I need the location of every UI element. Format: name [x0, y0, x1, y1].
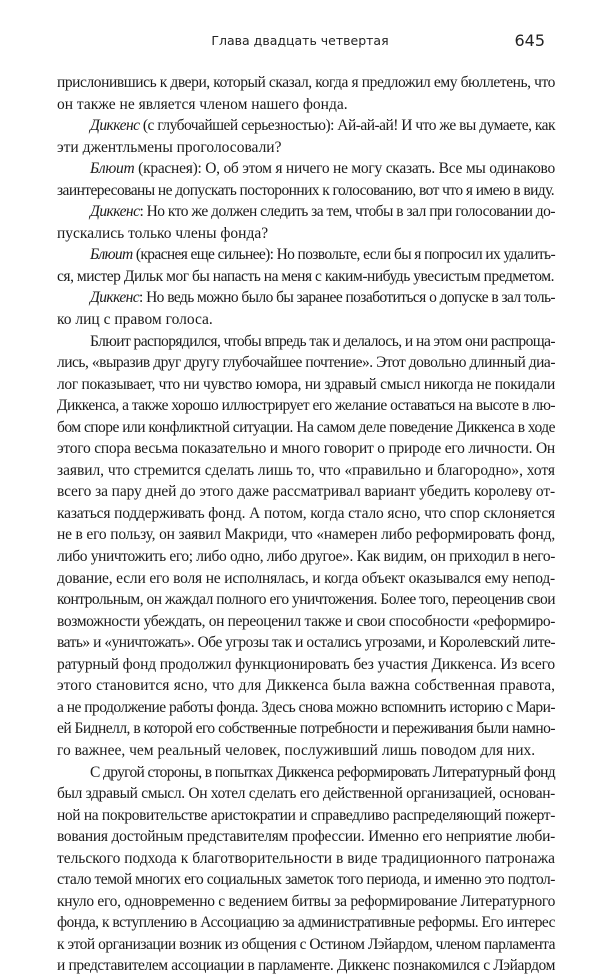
line-text: дование, если его воля не исполнялась, и когда объект оказывался ему непод-	[57, 569, 555, 587]
text-line	[57, 115, 555, 137]
speaker-name: Диккенс	[90, 289, 140, 307]
text-line	[57, 395, 555, 417]
line-text: заявил, что стремится сделать лишь то, что «правильно и благородно», хотя	[57, 461, 555, 479]
line-text: казаться поддерживать фонд. А потом, когда стало ясно, что спор склоняется	[57, 504, 555, 522]
running-title: Глава двадцать четвертая	[211, 33, 389, 48]
line-text: ей Биднелл, в которой его собственные потребности и переживания были намно-	[57, 720, 555, 738]
line-text: пускались только члены фонда?	[57, 224, 269, 242]
text-line	[57, 740, 555, 762]
text-line	[57, 223, 555, 245]
line-text: фонда, к вступлению в Ассоциацию за административные реформы. Его интерес	[57, 914, 555, 932]
text-line	[57, 266, 555, 288]
line-text: (краснея еще сильнее): Но позвольте, если бы я попросил их удалить-	[132, 246, 555, 264]
line-text: стало темой многих его социальных заметок того периода, и именно это подтол-	[57, 871, 555, 889]
text-line	[57, 891, 555, 913]
text-line	[57, 352, 555, 374]
text-line	[57, 417, 555, 439]
line-text: Диккенса, а также хорошо иллюстрирует его желание оставаться на высоте в лю-	[57, 397, 555, 415]
line-text: не в его пользу, он заявил Макриди, что «намерен либо реформировать фонд,	[57, 526, 555, 544]
text-line	[57, 675, 555, 697]
text-line	[57, 654, 555, 676]
text-line	[57, 244, 555, 266]
text-line	[57, 546, 555, 568]
text-line	[57, 912, 555, 934]
line-text: ной на покровительстве аристократии и справедливо распределяющий пожерт-	[57, 806, 555, 824]
line-text: ратурный фонд продолжил функционировать без участия Диккенса. Из всего	[57, 655, 555, 673]
text-line	[57, 438, 555, 460]
page-number: 645	[514, 31, 545, 50]
line-text: : Но кто же должен следить за тем, чтобы в зал при голосовании до-	[139, 203, 555, 221]
line-text: возможности убеждать, он переоценил также и свои способности «реформиро-	[57, 612, 555, 630]
line-text: этого спора весьма показательно и много говорит о природе его личности. Он	[57, 440, 555, 458]
text-line	[57, 783, 555, 805]
line-text: этого становится ясно, что для Диккенса была важна собственная правота,	[57, 677, 555, 695]
line-text: он также не является членом нашего фонда.	[57, 95, 348, 113]
text-line	[57, 524, 555, 546]
line-text: либо уничтожить его; либо одно, либо другое». Как видим, он приходил в него-	[57, 548, 555, 566]
line-text: (краснея): О, об этом я ничего не могу сказать. Все мы одинаково	[134, 160, 555, 178]
line-text: : Но ведь можно было бы заранее позаботиться о допуске в зал толь-	[139, 289, 555, 307]
page-body-text	[57, 72, 555, 977]
text-line	[57, 94, 555, 116]
line-text: Блюит распорядился, чтобы впредь так и делалось, и на этом они распроща-	[90, 332, 555, 350]
line-text: всего за пару дней до этого даже рассматривал вариант убедить королеву от-	[57, 483, 555, 501]
text-line	[57, 481, 555, 503]
text-line	[57, 869, 555, 891]
text-line	[57, 589, 555, 611]
line-text: прислонившись к двери, который сказал, когда я предложил ему бюллетень, что	[57, 74, 555, 91]
line-text: а не продолжение работы фонда. Здесь снова можно вспомнить историю с Мари-	[57, 698, 555, 716]
line-text: го важнее, чем реальный человек, послуживший лишь поводом для них.	[57, 741, 536, 759]
text-line	[57, 934, 555, 956]
text-line	[57, 611, 555, 633]
speaker-name: Диккенс	[90, 203, 140, 221]
line-text: лог показывает, что ни чувство юмора, ни здравый смысл никогда не покидали	[57, 375, 555, 393]
text-line	[57, 848, 555, 870]
line-text: к этой организации возник из общения с Остином Лэйардом, членом парламента	[57, 935, 555, 953]
text-line	[57, 331, 555, 353]
line-text: (с глубочайшей серьезностью): Ай-ай-ай! И что же вы думаете, как	[139, 117, 555, 135]
text-line	[57, 72, 555, 94]
line-text: и представителем ассоциации в парламенте. Диккенс познакомился с Лэйардом	[57, 957, 555, 975]
text-line	[57, 309, 555, 331]
text-line	[57, 137, 555, 159]
text-line	[57, 697, 555, 719]
line-text: вать» и «уничтожать». Обе угрозы так и остались угрозами, и Королевский лите-	[57, 634, 555, 652]
text-line	[57, 287, 555, 309]
text-line	[57, 460, 555, 482]
text-line	[57, 762, 555, 784]
line-text: бом споре или конфликтной ситуации. На самом деле поведение Диккенса в ходе	[57, 418, 555, 436]
text-line	[57, 503, 555, 525]
text-line	[57, 805, 555, 827]
text-line	[57, 568, 555, 590]
text-line	[57, 180, 555, 202]
line-text: заинтересованы не допускать посторонних к голосованию, вот что я имею в виду.	[57, 181, 555, 199]
text-line	[57, 955, 555, 977]
text-line	[57, 826, 555, 848]
speaker-name: Блюит	[90, 246, 133, 264]
line-text: вования достойным представителям профессии. Именно его неприятие люби-	[57, 828, 555, 846]
line-text: ся, мистер Дильк мог бы напасть на меня с каким-нибудь увесистым предметом.	[57, 267, 554, 285]
line-text: эти джентльмены проголосовали?	[57, 138, 282, 156]
line-text: лись, «выразив друг другу глубочайшее почтение». Этот довольно длинный диа-	[57, 354, 555, 372]
text-line	[57, 374, 555, 396]
text-line	[57, 201, 555, 223]
line-text: контрольным, он жаждал полного его уничтожения. Более того, переоценив свои	[57, 591, 555, 609]
line-text: был здравый смысл. Он хотел сделать его действенной организацией, основан-	[57, 785, 555, 803]
line-text: ко лиц с правом голоса.	[57, 311, 213, 329]
text-line	[57, 158, 555, 180]
speaker-name: Блюит	[90, 160, 135, 178]
speaker-name: Диккенс	[90, 117, 140, 135]
line-text: тельского подхода к благотворительности в виде традиционного патронажа	[57, 849, 555, 867]
line-text: С другой стороны, в попытках Диккенса реформировать Литературный фонд	[90, 763, 555, 781]
text-line	[57, 718, 555, 740]
text-line	[57, 632, 555, 654]
line-text: кнуло его, одновременно с ведением битвы за реформирование Литературного	[57, 892, 555, 910]
page-header	[0, 31, 600, 53]
